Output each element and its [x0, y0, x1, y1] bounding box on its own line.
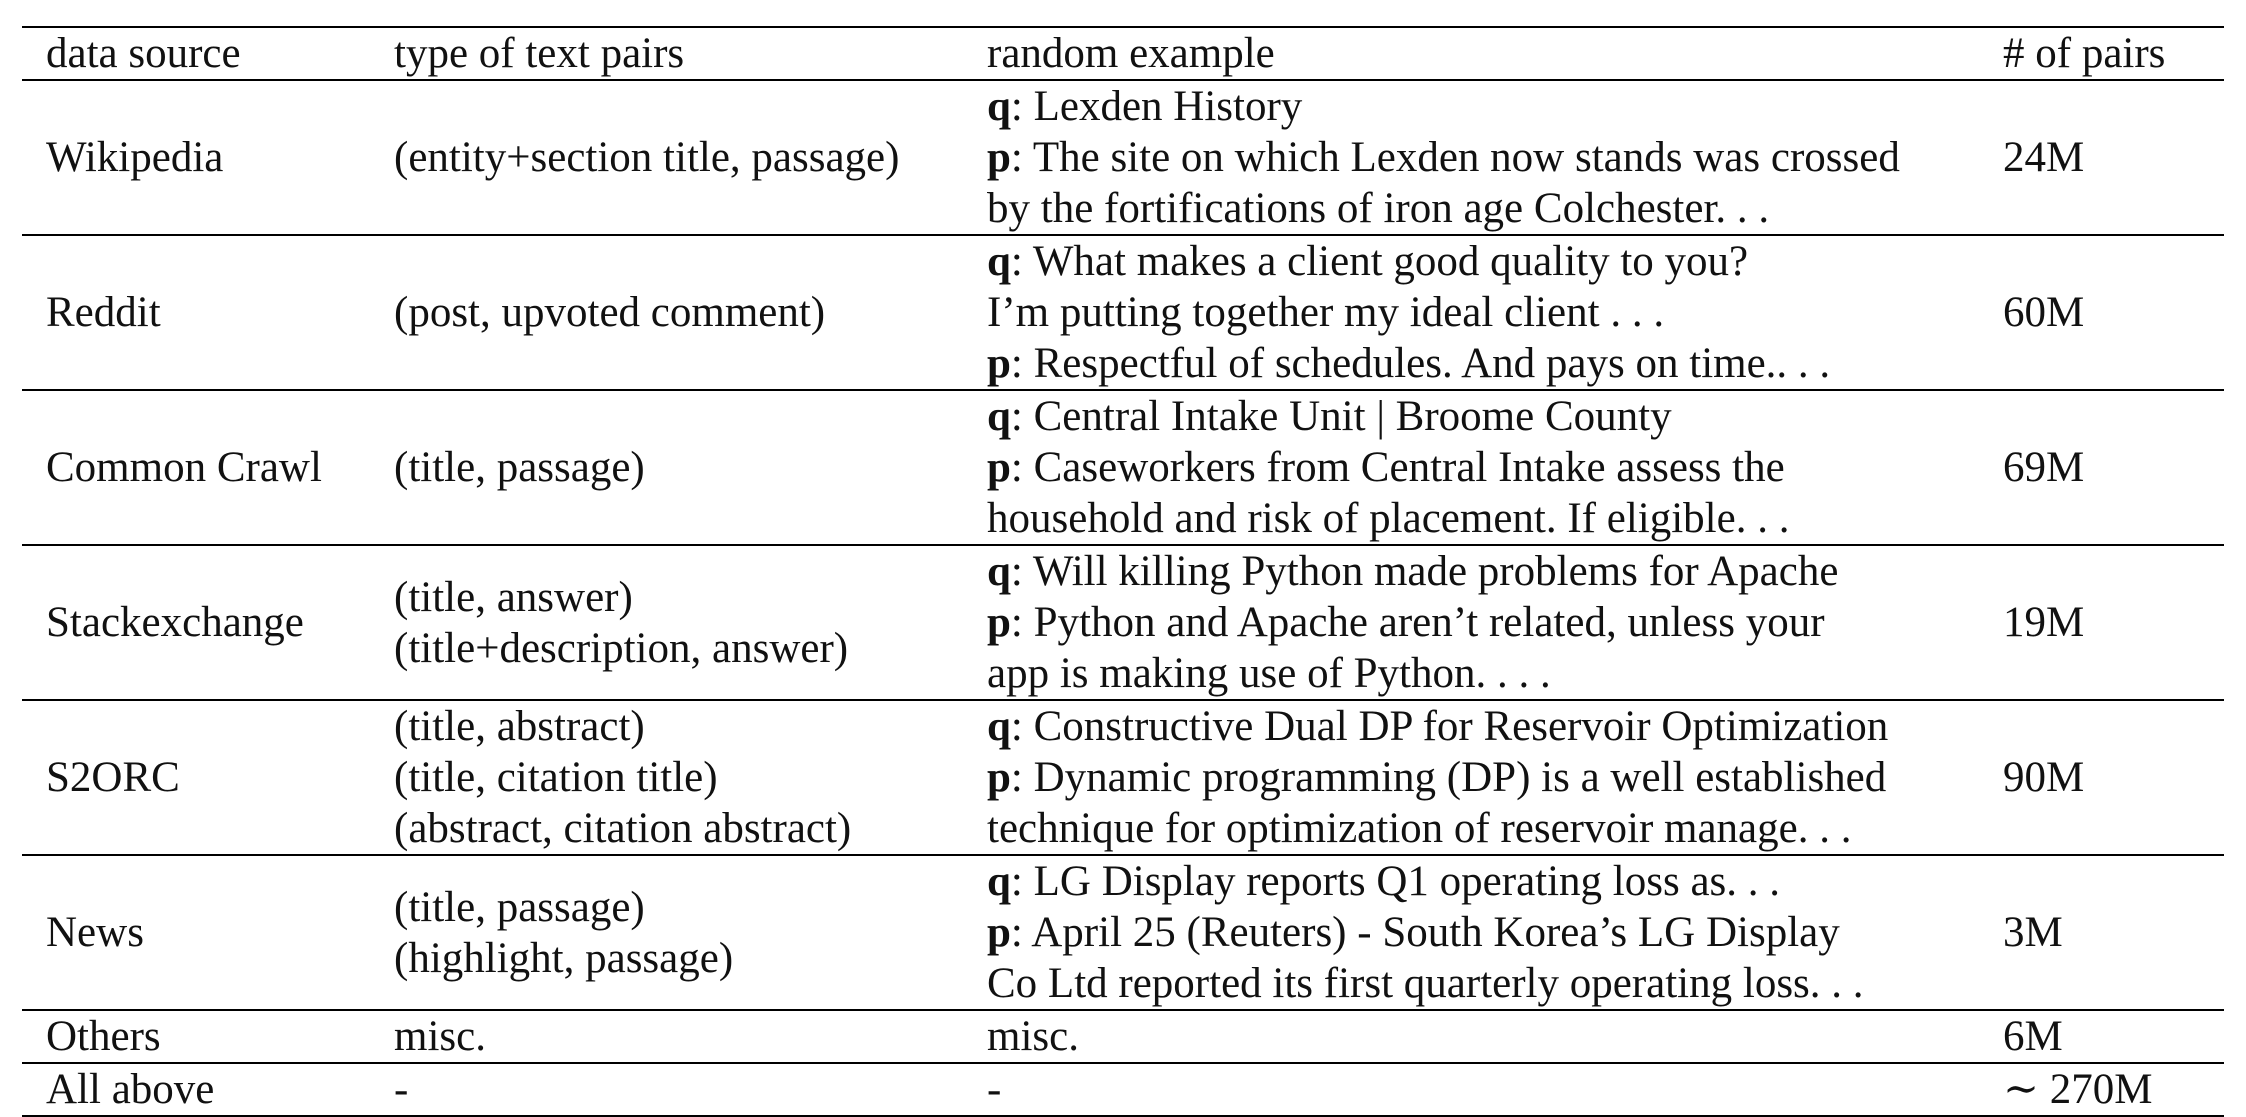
passage-text: : Python and Apache aren’t related, unless your	[1010, 599, 1825, 646]
example-cell	[963, 235, 1979, 390]
header-type-of-text-pairs: type of text pairs	[394, 30, 685, 77]
passage-text: : April 25 (Reuters) - South Korea’s LG Display	[1010, 909, 1840, 956]
query-line	[987, 236, 1979, 287]
passage-continuation: Co Ltd reported its first quarterly operating loss. . .	[987, 960, 1864, 1007]
passage-line	[987, 597, 1979, 648]
passage-continuation: technique for optimization of reservoir manage. . .	[987, 805, 1852, 852]
query-line	[987, 81, 1979, 132]
passage-continuation: household and risk of placement. If eligible. . .	[987, 495, 1790, 542]
passage-line	[987, 907, 1979, 958]
header-row	[22, 27, 2224, 80]
query-line	[987, 546, 1979, 597]
type-line: (highlight, passage)	[394, 934, 734, 982]
source-cell: Stackexchange	[46, 599, 304, 646]
source-cell: Wikipedia	[46, 134, 224, 181]
passage-label: p	[987, 909, 1011, 956]
query-line	[987, 856, 1979, 907]
type-cell	[370, 390, 963, 545]
passage-text: : Respectful of schedules. And pays on time.. . .	[1010, 340, 1831, 387]
passage-text: : The site on which Lexden now stands was crossed	[1010, 134, 1900, 181]
example-cell	[963, 700, 1979, 855]
pairs-cell: 3M	[2003, 909, 2063, 956]
query-text: : Will killing Python made problems for Apache	[1010, 548, 1839, 595]
query-text: : Constructive Dual DP for Reservoir Optimization	[1010, 703, 1889, 750]
query-text: : Lexden History	[1010, 83, 1303, 130]
example-cell	[963, 390, 1979, 545]
type-cell	[370, 80, 963, 235]
example-cell: -	[987, 1066, 1002, 1113]
type-line: (abstract, citation abstract)	[394, 805, 852, 852]
query-label: q	[987, 548, 1011, 595]
type-cell	[370, 545, 963, 700]
pairs-cell: 60M	[2003, 289, 2085, 336]
header-random-example: random example	[987, 30, 1275, 77]
example-cell	[963, 80, 1979, 235]
header-number-of-pairs: # of pairs	[2003, 30, 2166, 77]
query-text: : What makes a client good quality to you?	[1010, 238, 1749, 285]
pairs-cell: 69M	[2003, 444, 2085, 491]
type-line: (title, citation title)	[394, 754, 718, 801]
type-cell	[370, 235, 963, 390]
query-label: q	[987, 703, 1011, 750]
source-cell: News	[46, 909, 144, 956]
passage-label: p	[987, 444, 1011, 491]
query-label: q	[987, 238, 1011, 285]
table-row	[22, 1010, 2224, 1063]
table-row	[22, 855, 2224, 1010]
type-line: (title, answer)	[394, 573, 633, 621]
passage-continuation: by the fortifications of iron age Colchester. . .	[987, 185, 1770, 232]
passage-line	[987, 132, 1979, 183]
passage-line	[987, 442, 1979, 493]
type-line: (entity+section title, passage)	[394, 134, 900, 181]
type-line: (title, abstract)	[394, 703, 645, 750]
type-line: (title, passage)	[394, 883, 645, 931]
table-row	[22, 390, 2224, 545]
table-header	[22, 27, 2224, 80]
query-continuation: I’m putting together my ideal client . . .	[987, 289, 1665, 336]
source-cell: Reddit	[46, 289, 161, 336]
type-cell	[370, 1010, 963, 1063]
table-row	[22, 235, 2224, 390]
passage-line	[987, 752, 1979, 803]
passage-line	[987, 338, 1979, 389]
example-cell	[963, 855, 1979, 1010]
query-text: : Central Intake Unit | Broome County	[1010, 393, 1672, 440]
type-line: -	[394, 1066, 409, 1113]
data-sources-table	[22, 26, 2224, 1117]
query-line	[987, 701, 1979, 752]
pairs-cell: 19M	[2003, 599, 2085, 646]
pairs-cell: 24M	[2003, 134, 2085, 181]
header-data-source: data source	[46, 30, 241, 77]
table-row	[22, 545, 2224, 700]
example-cell: misc.	[987, 1013, 1079, 1060]
passage-label: p	[987, 134, 1011, 181]
type-line: (title+description, answer)	[394, 624, 849, 672]
table-row	[22, 700, 2224, 855]
pairs-cell: 90M	[2003, 754, 2085, 801]
query-label: q	[987, 858, 1011, 905]
table-row	[22, 1063, 2224, 1116]
example-cell	[963, 545, 1979, 700]
table-row	[22, 80, 2224, 235]
passage-label: p	[987, 599, 1011, 646]
passage-text: : Caseworkers from Central Intake assess the	[1010, 444, 1785, 491]
type-line: (title, passage)	[394, 444, 645, 491]
type-line: misc.	[394, 1013, 486, 1060]
query-label: q	[987, 393, 1011, 440]
passage-continuation: app is making use of Python. . . .	[987, 650, 1551, 697]
source-cell: Others	[46, 1013, 161, 1060]
source-cell: Common Crawl	[46, 444, 322, 491]
pairs-cell: ∼ 270M	[2003, 1066, 2153, 1113]
source-cell: S2ORC	[46, 754, 180, 801]
query-label: q	[987, 83, 1011, 130]
passage-label: p	[987, 754, 1011, 801]
type-cell	[370, 700, 963, 855]
type-line: (post, upvoted comment)	[394, 289, 826, 336]
source-cell: All above	[46, 1066, 215, 1113]
type-cell	[370, 855, 963, 1010]
passage-label: p	[987, 340, 1011, 387]
pairs-cell: 6M	[2003, 1013, 2063, 1060]
query-line	[987, 391, 1979, 442]
passage-text: : Dynamic programming (DP) is a well established	[1010, 754, 1887, 801]
query-text: : LG Display reports Q1 operating loss as. . .	[1010, 858, 1781, 905]
type-cell	[370, 1063, 963, 1116]
